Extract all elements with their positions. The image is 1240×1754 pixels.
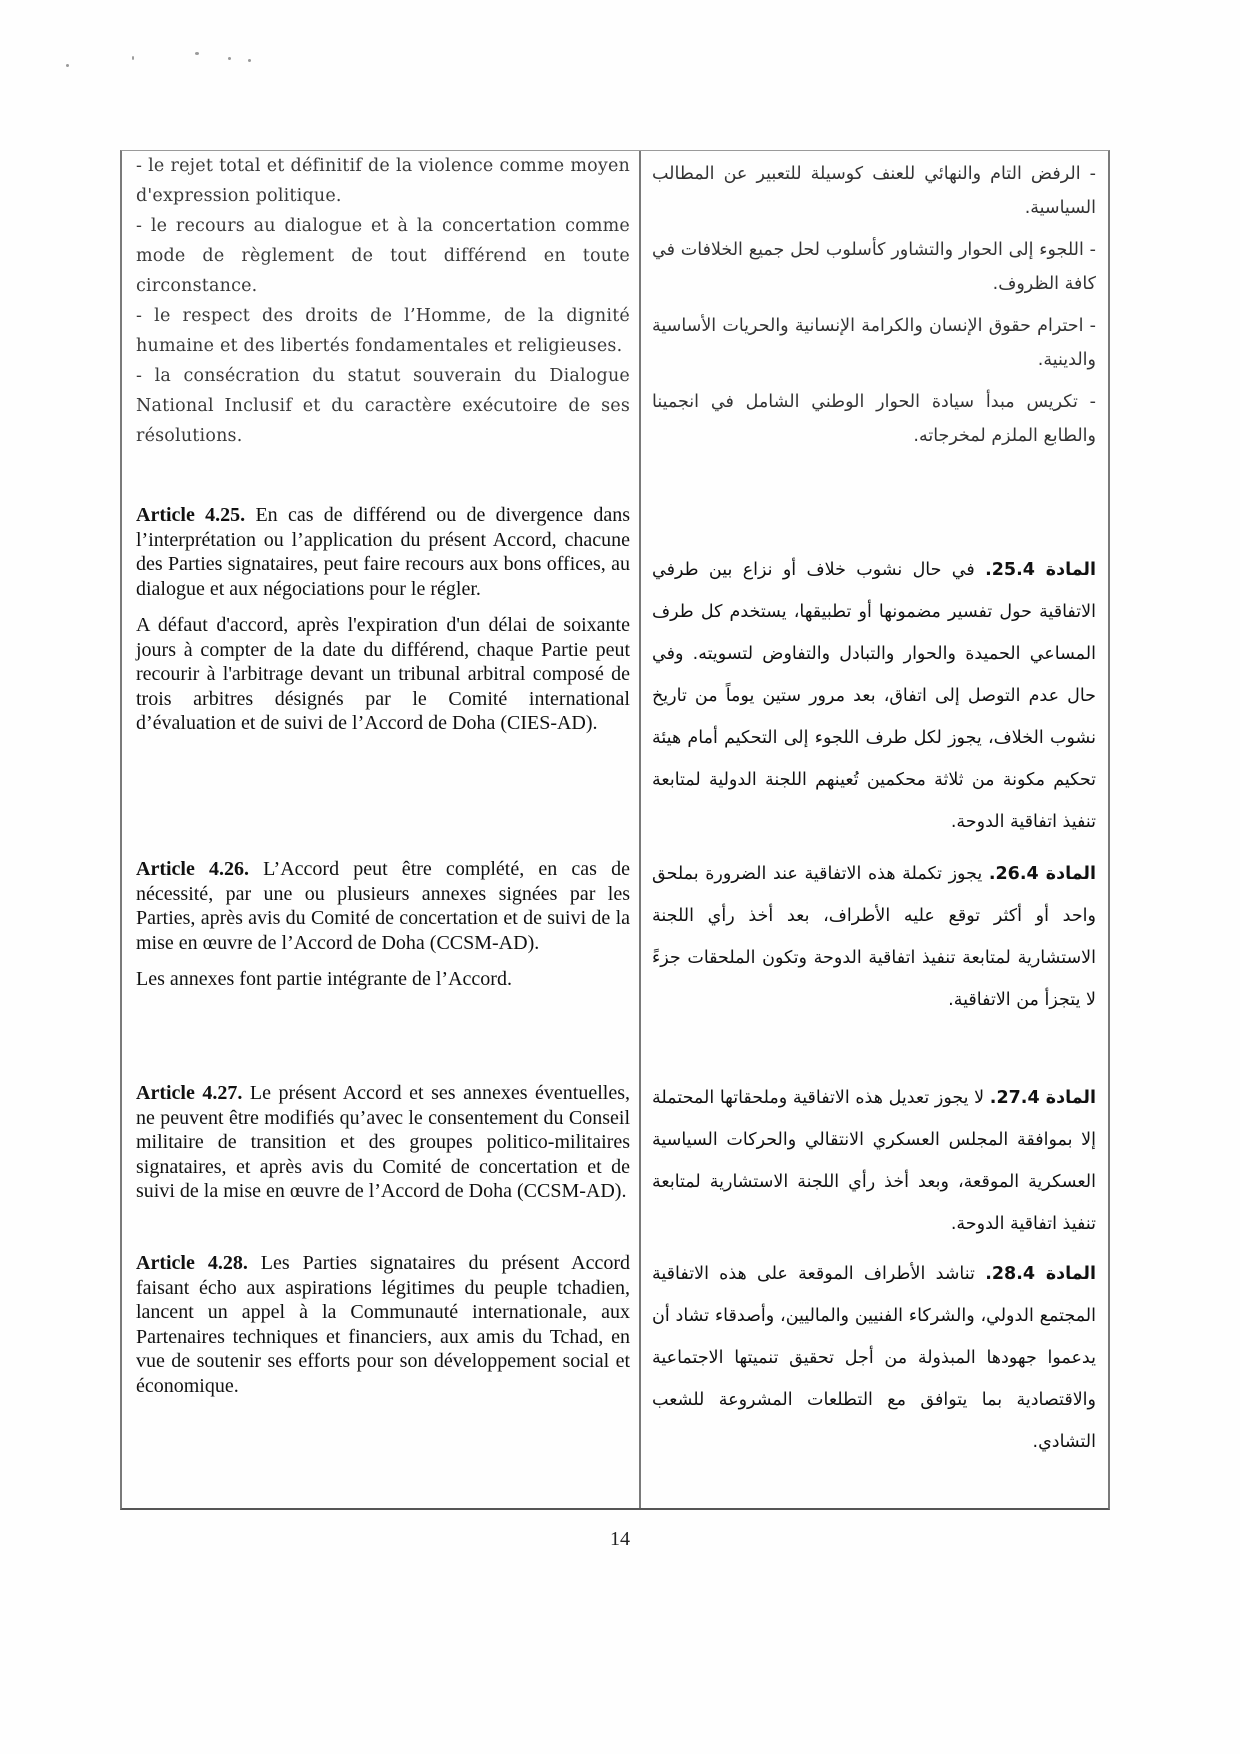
article-4-28-fr <box>136 1251 630 1398</box>
article-text: يجوز تكملة هذه الاتفاقية عند الضرورة بملحق واحد أو أكثر توقع عليه الأطراف، بعد أخذ رأي اللجنة الاستشارية لمتابعة تنفيذ اتفاقية الدوحة وتكون الملحقات جزءً لا يتجزأ من الاتفاقية. <box>652 864 1096 1010</box>
article-text: تناشد الأطراف الموقعة على هذه الاتفاقية المجتمع الدولي، والشركاء الفنيين والماليين، وأصدقاء تشاد أن يدعموا جهودها المبذولة من أجل تحقيق تنميتها الاجتماعية والاقتصادية بما يتوافق مع التطلعات المشروعة للشعب التشادي. <box>652 1264 1096 1452</box>
article-4-28-ar <box>652 1253 1096 1463</box>
principle-fr-1: - le rejet total et définitif de la violence comme moyen d'expression politique. <box>136 156 630 206</box>
principle-ar-1: - الرفض التام والنهائي للعنف كوسيلة للتعبير عن المطالب السياسية. <box>652 164 1096 218</box>
article-label: المادة 25.4. <box>985 560 1096 580</box>
article-text: لا يجوز تعديل هذه الاتفاقية وملحقاتها المحتملة إلا بموافقة المجلس العسكري الانتقالي والحركات السياسية العسكرية الموقعة، وبعد أخذ رأي اللجنة الاستشارية لمتابعة تنفيذ اتفاقية الدوحة. <box>652 1088 1096 1234</box>
article-text: En cas de différend ou de divergence dans l’interprétation ou l’application du présent Accord, chacune des Parties signataires, peut faire recours aux bons offices, au dialogue et aux négociations pour le régler. <box>136 504 630 600</box>
article-text: Les Parties signataires du présent Accord faisant écho aux aspirations légitimes du peuple tchadien, lancent un appel à la Communauté internationale, aux Partenaires techniques et financiers, aux amis du Tchad, en vue de soutenir ses efforts pour son développement social et économique. <box>136 1252 630 1397</box>
article-4-25-ar <box>652 549 1096 843</box>
article-label: Article 4.28. <box>136 1252 248 1274</box>
article-label: المادة 27.4. <box>989 1088 1096 1108</box>
principles-ar <box>652 157 1096 453</box>
article-text: L’Accord peut être complété, en cas de nécessité, par une ou plusieurs annexes signées par les Parties, après avis du Comité de concertation et de suivi de la mise en œuvre de l’Accord de Doha (CCSM-AD). <box>136 858 630 954</box>
article-text: Le présent Accord et ses annexes éventuelles, ne peuvent être modifiés qu’avec le consentement du Conseil militaire de transition et des groupes politico-militaires signataires, et après avis du Comité de concertation et de suivi de la mise en œuvre de l’Accord de Doha (CCSM-AD). <box>136 1082 630 1202</box>
principle-ar-2: - اللجوء إلى الحوار والتشاور كأسلوب لحل جميع الخلافات في كافة الظروف. <box>652 240 1096 294</box>
article-label: المادة 28.4. <box>985 1264 1097 1284</box>
article-text-extra: Les annexes font partie intégrante de l’Accord. <box>136 968 512 990</box>
article-text-extra: A défaut d'accord, après l'expiration d'un délai de soixante jours à compter de la date du différend, chaque Partie peut recourir à l'arbitrage devant un tribunal arbitral composé de trois arbitres désignés par le Comité international d’évaluation et de suivi de l’Accord de Doha (CIES-AD). <box>136 614 630 734</box>
page-number: 14 <box>610 1528 630 1550</box>
article-text: في حال نشوب خلاف أو نزاع بين طرفي الاتفاقية حول تفسير مضمونها أو تطبيقها، يستخدم كل طرف المساعي الحميدة والحوار والتبادل والتفاوض لتسويته. وفي حال عدم التوصل إلى اتفاق، بعد مرور ستين يوماً من تاريخ نشوب الخلاف، يجوز لكل طرف اللجوء إلى التحكيم أمام هيئة تحكيم مكونة من ثلاثة محكمين تُعينهم اللجنة الدولية لمتابعة تنفيذ اتفاقية الدوحة. <box>652 560 1096 832</box>
principle-fr-2: - le recours au dialogue et à la concertation comme mode de règlement de tout différend en toute circonstance. <box>136 216 630 296</box>
article-4-26-ar <box>652 853 1096 1021</box>
principle-fr-3: - le respect des droits de l’Homme, de la dignité humaine et des libertés fondamentales et religieuses. <box>136 306 630 356</box>
principle-fr-4: - la consécration du statut souverain du Dialogue National Inclusif et du caractère exécutoire de ses résolutions. <box>136 366 630 446</box>
article-4-25-fr <box>136 503 630 736</box>
article-4-27-fr <box>136 1081 630 1204</box>
article-label: Article 4.25. <box>136 504 246 526</box>
article-label: Article 4.27. <box>136 1082 243 1104</box>
article-4-26-fr <box>136 857 630 992</box>
article-4-27-ar <box>652 1077 1096 1245</box>
bilingual-table <box>120 150 1110 1510</box>
principles-fr <box>136 151 630 451</box>
principle-ar-3: - احترام حقوق الإنسان والكرامة الإنسانية والحريات الأساسية والدينية. <box>652 316 1096 370</box>
column-divider <box>639 151 641 1508</box>
principle-ar-4: - تكريس مبدأ سيادة الحوار الوطني الشامل في انجمينا والطابع الملزم لمخرجاته. <box>652 392 1096 446</box>
article-label: المادة 26.4. <box>988 864 1096 884</box>
article-label: Article 4.26. <box>136 858 250 880</box>
